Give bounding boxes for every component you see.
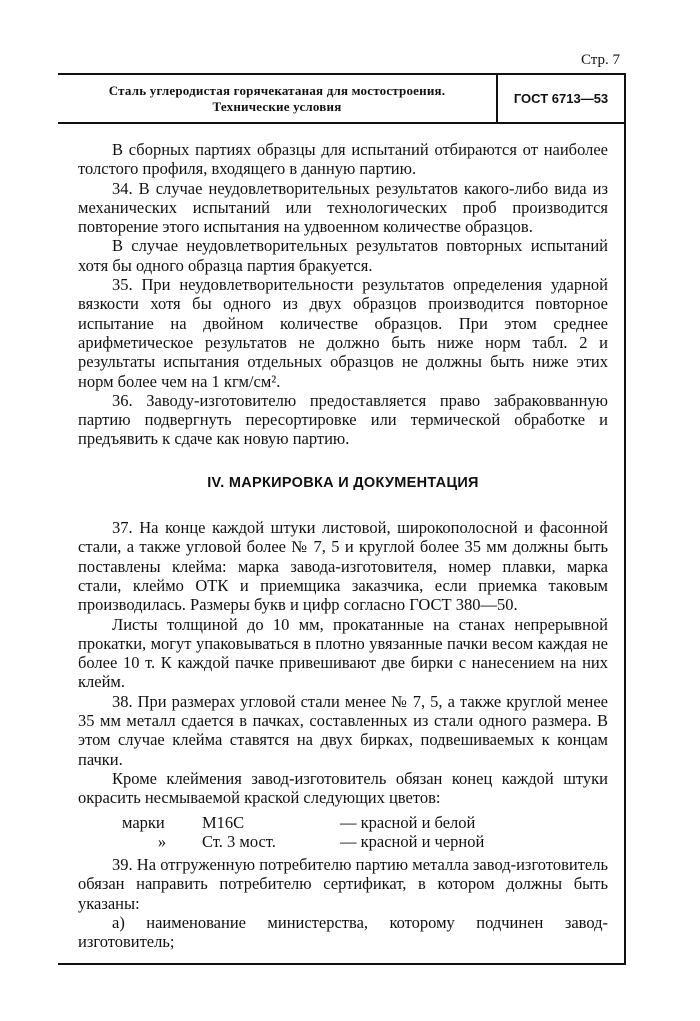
paragraph-37: 37. На конце каждой штуки листовой, широкополосной и фасонной стали, а также угловой более № 7, 5 и круглой более 35 мм должны быть поставлены клейма: марка завода-изготовителя, номер плавки, марка стали, клеймо ОТК и приемщика заказчика, если приемка таковым производилась. Размеры букв и цифр согласно ГОСТ 380—50. xyxy=(78,518,608,615)
gost-number: ГОСТ 6713—53 xyxy=(513,91,609,106)
paragraph-36: 36. Заводу-изготовителю предоставляется право забраковванную партию подвергнуть пересортировке или термической обработке и предъявить к сдаче как новую партию. xyxy=(78,390,608,449)
document-header xyxy=(58,73,624,124)
paint-marks-list xyxy=(78,813,608,852)
paragraph-sampling: В сборных партиях образцы для испытаний отбираются от наиболее толстого профиля, входящего в данную партию. xyxy=(78,140,608,179)
steel-grade: М16С xyxy=(202,812,245,832)
paragraph-38-continued: Кроме клеймения завод-изготовитель обязан конец каждой штуки окрасить несмываемой краской следующих цветов: xyxy=(78,768,608,808)
document-body xyxy=(78,140,608,952)
paint-mark-row xyxy=(78,813,608,832)
paragraph-34: 34. В случае неудовлетворительных результатов какого-либо вида из механических испытаний или технологических проб производится повторение этого испытания на удвоенном количестве образцов. xyxy=(78,178,608,237)
right-border-rule xyxy=(624,73,626,965)
bottom-border-rule xyxy=(58,963,626,965)
paragraph-34-continued: В случае неудовлетворительных результатов повторных испытаний хотя бы одного образца партия бракуется. xyxy=(78,236,608,275)
paragraph-39: 39. На отгруженную потребителю партию металла завод-изготовитель обязан направить потребителю сертификат, в котором должны быть указаны: xyxy=(78,855,608,913)
paint-color: — красной и белой xyxy=(340,812,476,832)
mark-prefix: » xyxy=(157,831,167,851)
paragraph-39-item-a: а) наименование министерства, которому подчинен завод-изготовитель; xyxy=(78,912,608,952)
page-number: Стр. 7 xyxy=(580,52,620,68)
paragraph-38: 38. При размерах угловой стали менее № 7, 5, а также круглой менее 35 мм металл сдается в пачках, составленных из стали одного размера. В этом случае клейма ставятся на двух бирках, подвешиваемых к концам пачки. xyxy=(78,691,608,769)
paint-color: — красной и черной xyxy=(340,831,485,851)
header-title xyxy=(58,75,498,122)
header-title-line1: Сталь углеродистая горячекатаная для мостостроения. xyxy=(108,82,446,98)
mark-prefix: марки xyxy=(122,812,165,832)
section-heading: IV. МАРКИРОВКА И ДОКУМЕНТАЦИЯ xyxy=(207,474,479,491)
paragraph-35: 35. При неудовлетворительности результатов определения ударной вязкости хотя бы одного из двух образцов производится повторное испытание на двойном количестве образцов. При этом среднее арифметическое результатов не должно быть ниже норм табл. 2 и результаты испытания отдельных образцов не должны быть ниже этих норм более чем на 1 кгм/см². xyxy=(78,275,608,391)
paint-mark-row xyxy=(78,832,608,851)
header-title-line2: Технические условия xyxy=(212,98,342,114)
steel-grade: Ст. 3 мост. xyxy=(202,831,276,851)
paragraph-37-continued: Листы толщиной до 10 мм, прокатанные на станах непрерывной прокатки, могут упаковываться в плотно увязанные пачки весом каждая не более 10 т. К каждой пачке привешивают две бирки с нанесением на них клейм. xyxy=(78,614,608,692)
